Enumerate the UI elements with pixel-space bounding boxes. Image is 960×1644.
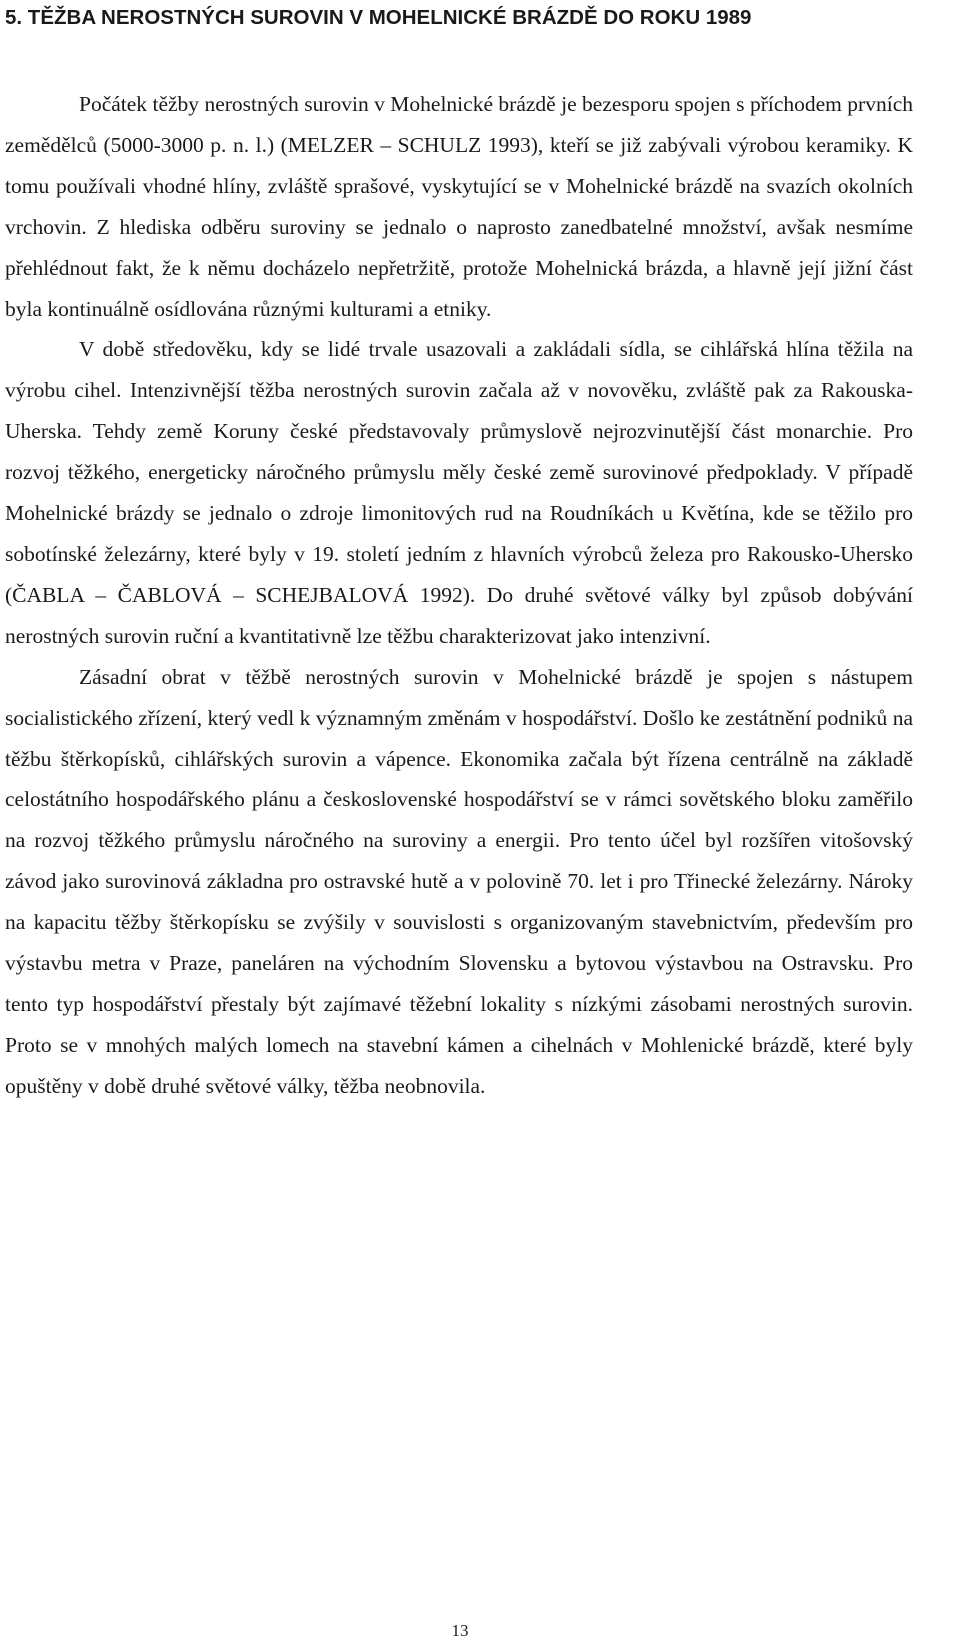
paragraph-prehistoric-mining: Počátek těžby nerostných surovin v Mohelnické brázdě je bezesporu spojen s příchodem prvních zemědělců (5000-3000 p. n. l.) (MELZER – SCHULZ 1993), kteří se již zabývali výrobou keramiky. K tomu používali vhodné hlíny, zvláště sprašové, vyskytující se v Mohelnické brázdě na svazích okolních vrchovin. Z hlediska odběru suroviny se jednalo o naprosto zanedbatelné množství, avšak nesmíme přehlédnout fakt, že k němu docházelo nepřetržitě, protože Mohelnická brázda, a hlavně její jižní část byla kontinuálně osídlována různými kulturami a etniky.: [5, 92, 913, 321]
chapter-heading: 5. TĚŽBA NEROSTNÝCH SUROVIN V MOHELNICKÉ BRÁZDĚ DO ROKU 1989: [5, 6, 752, 29]
paragraph-socialist-era-mining: Zásadní obrat v těžbě nerostných surovin v Mohelnické brázdě je spojen s nástupem socialistického zřízení, který vedl k významným změnám v hospodářství. Došlo ke zestátnění podniků na těžbu štěrkopísků, cihlářských surovin a vápence. Ekonomika začala být řízena centrálně na základě celostátního hospodářského plánu a československé hospodářství se v rámci sovětského bloku zaměřilo na rozvoj těžkého průmyslu náročného na suroviny a energii. Pro tento účel byl rozšířen vitošovský závod jako surovinová základna pro ostravské hutě a v polovině 70. let i pro Třinecké železárny. Nároky na kapacitu těžby štěrkopísku se zvýšily v souvislosti s organizovaným stavebnictvím, především pro výstavbu metra v Praze, paneláren na východním Slovensku a bytovou výstavbou na Ostravsku. Pro tento typ hospodářství přestaly být zajímavé těžební lokality s nízkými zásobami nerostných surovin. Proto se v mnohých malých lomech na stavební kámen a cihelnách v Mohlenické brázdě, které byly opuštěny v době druhé světové války, těžba neobnovila.: [5, 664, 913, 1098]
page-number: 13: [451, 1621, 469, 1640]
body-text: [5, 84, 913, 1107]
paragraph-medieval-and-modern-mining: V době středověku, kdy se lidé trvale usazovali a zakládali sídla, se cihlářská hlína těžila na výrobu cihel. Intenzivnější těžba nerostných surovin začala až v novověku, zvláště pak za Rakouska-Uherska. Tehdy země Koruny české představovaly průmyslově nejrozvinutější část monarchie. Pro rozvoj těžkého, energeticky náročného průmyslu měly české země surovinové předpoklady. V případě Mohelnické brázdy se jednalo o zdroje limonitových rud na Roudníkách u Květína, kde se těžilo pro sobotínské železárny, které byly v 19. století jedním z hlavních výrobců železa pro Rakousko-Uhersko (ČABLA – ČABLOVÁ – SCHEJBALOVÁ 1992). Do druhé světové války byl způsob dobývání nerostných surovin ruční a kvantitativně lze těžbu charakterizovat jako intenzivní.: [5, 337, 913, 648]
